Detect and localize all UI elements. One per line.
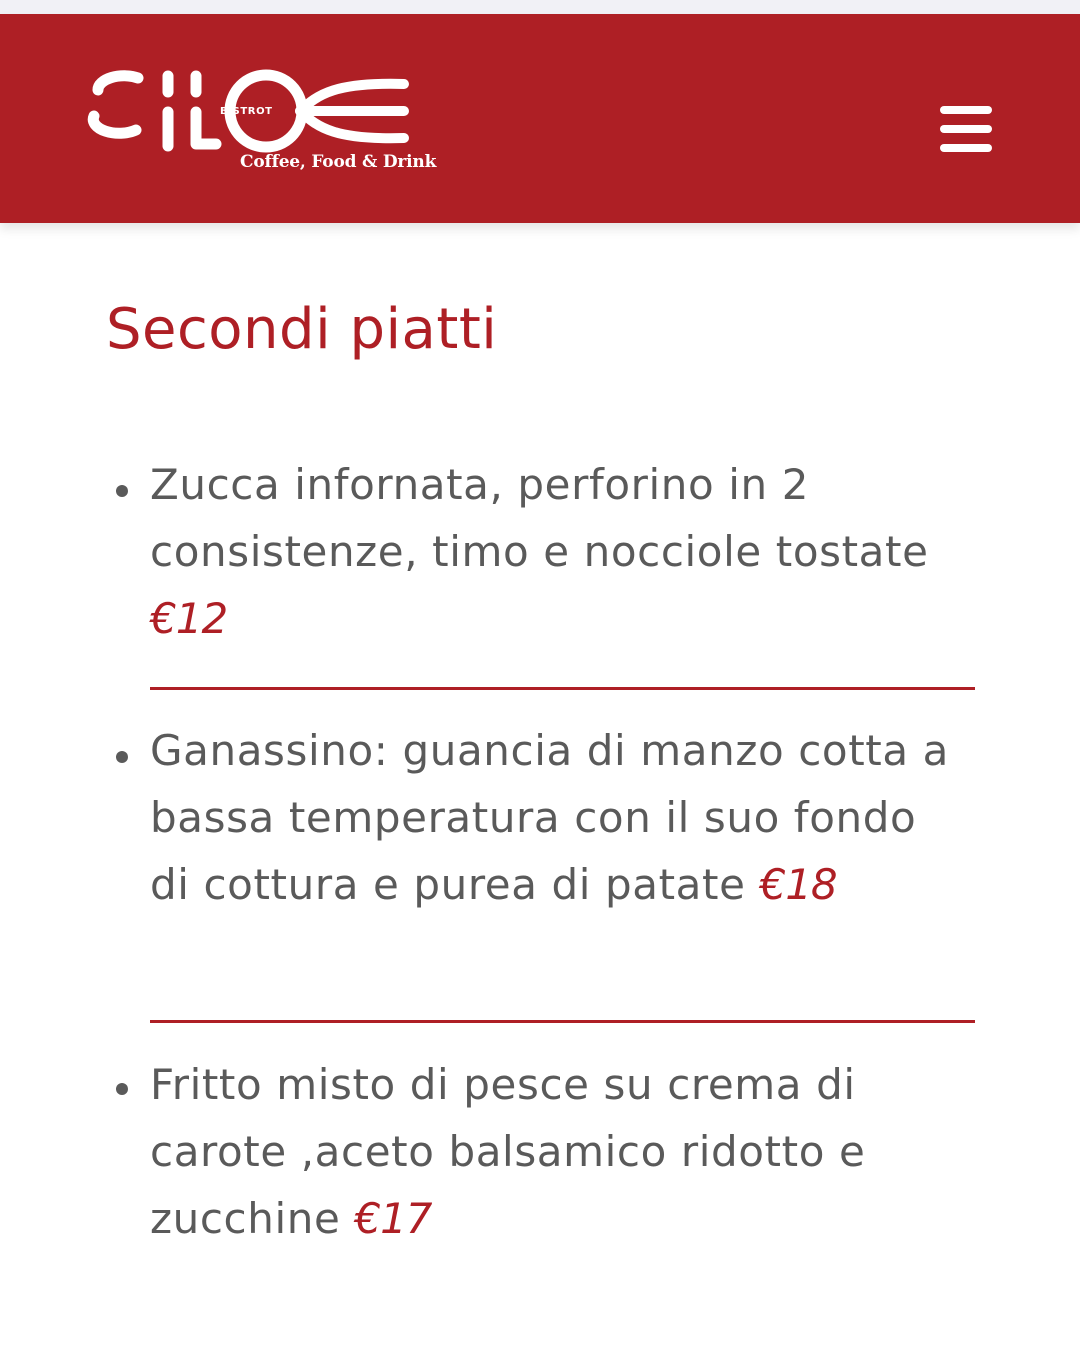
dish-text xyxy=(150,1051,960,1252)
status-bar-strip xyxy=(0,0,1080,14)
bullet-icon xyxy=(116,485,128,497)
logo-mark-icon xyxy=(86,54,426,154)
bullet-icon xyxy=(116,1083,128,1095)
bullet-icon xyxy=(116,751,128,763)
dish-text xyxy=(150,717,960,918)
dish-description: Ganassino: guancia di manzo cotta a bassa temperatura con il suo fondo di cottura e purea di patate xyxy=(150,726,949,909)
hamburger-icon-middle-bar xyxy=(940,125,992,133)
dish-text xyxy=(150,451,960,652)
site-header xyxy=(0,14,1080,223)
divider xyxy=(150,1020,975,1023)
divider xyxy=(150,687,975,690)
logo-tagline: Coffee, Food & Drink xyxy=(240,152,437,172)
logo-badge: BISTROT xyxy=(220,106,273,117)
dish-price: €18 xyxy=(759,860,837,909)
hamburger-icon-bottom-bar xyxy=(940,144,992,152)
section-title: Secondi piatti xyxy=(106,297,498,362)
dish-description: Fritto misto di pesce su crema di carote ,aceto balsamico ridotto e zucchine xyxy=(150,1060,866,1243)
menu-content xyxy=(0,223,1080,1350)
hamburger-icon xyxy=(940,106,992,114)
dish-description: Zucca infornata, perforino in 2 consistenze, timo e nocciole tostate xyxy=(150,460,929,576)
dish-price: €17 xyxy=(354,1194,432,1243)
siloe-logo[interactable] xyxy=(86,54,437,194)
hamburger-menu-button[interactable] xyxy=(936,106,996,154)
dish-price: €12 xyxy=(150,594,228,643)
